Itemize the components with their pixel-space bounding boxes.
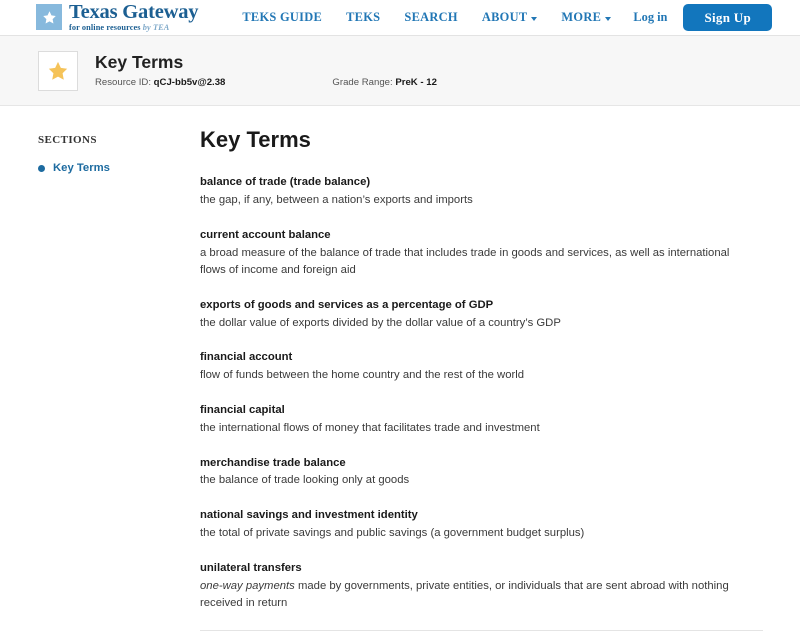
brand-tagline: for online resources by TEA xyxy=(69,23,170,33)
term-definition xyxy=(200,578,745,613)
nav-label: ABOUT xyxy=(481,10,528,24)
resource-star-icon xyxy=(38,51,78,91)
nav-label: SEARCH xyxy=(404,10,458,24)
nav-label: MORE xyxy=(561,10,602,24)
page-body xyxy=(0,106,800,631)
brand-title: Texas Gateway xyxy=(69,1,199,24)
resource-sub-row xyxy=(95,77,437,88)
signup-button[interactable]: Sign Up xyxy=(683,4,772,31)
term-definition-rest: made by governments, private entities, or individuals that are sent abroad with nothing received in return xyxy=(200,579,729,610)
star-icon xyxy=(36,4,62,30)
term-entry xyxy=(200,297,778,333)
resource-meta xyxy=(95,53,437,88)
term-entry xyxy=(200,349,778,385)
term-definition: a broad measure of the balance of trade that includes trade in goods and services, as well as international flows of income and foreign aid xyxy=(200,246,730,277)
bullet-icon xyxy=(38,165,45,172)
chevron-down-icon xyxy=(531,17,537,21)
term-entry xyxy=(200,560,778,613)
term-name: financial account xyxy=(200,351,293,364)
grade-range-label: Grade Range: xyxy=(332,77,393,89)
term-definition: the dollar value of exports divided by the dollar value of a country’s GDP xyxy=(200,316,561,329)
chevron-down-icon xyxy=(605,17,611,21)
term-name: current account balance xyxy=(200,228,331,241)
term-entry xyxy=(200,174,778,210)
nav-item-about[interactable] xyxy=(482,10,538,25)
main-content xyxy=(190,128,800,631)
term-definition: flow of funds between the home country and the rest of the world xyxy=(200,369,525,382)
grade-range xyxy=(332,77,437,88)
brand-logo[interactable] xyxy=(36,2,198,32)
resource-id-value: qCJ-bb5v@2.38 xyxy=(153,77,226,89)
page-title: Key Terms xyxy=(95,51,184,72)
term-entry xyxy=(200,455,778,491)
term-name: balance of trade (trade balance) xyxy=(200,176,371,189)
term-definition-emphasis: one-way payments xyxy=(200,579,295,592)
top-navbar xyxy=(0,0,800,36)
login-link[interactable]: Log in xyxy=(633,10,668,24)
sidebar-item-key-terms[interactable] xyxy=(38,162,190,174)
term-entry xyxy=(200,507,778,543)
primary-nav xyxy=(242,10,611,25)
sidebar-heading: SECTIONS xyxy=(38,134,97,146)
sidebar xyxy=(0,128,190,631)
term-definition: the international flows of money that facilitates trade and investment xyxy=(200,421,540,434)
term-name: unilateral transfers xyxy=(200,561,302,574)
resource-id-label: Resource ID: xyxy=(95,77,151,89)
sidebar-item-label[interactable]: Key Terms xyxy=(53,162,110,174)
account-actions xyxy=(633,4,772,31)
nav-item-teks-guide[interactable] xyxy=(242,10,322,25)
nav-label: TEKS GUIDE xyxy=(242,10,323,24)
term-definition: the total of private savings and public savings (a government budget surplus) xyxy=(200,527,585,540)
term-entry xyxy=(200,227,778,280)
term-name: exports of goods and services as a percentage of GDP xyxy=(200,298,494,311)
content-heading: Key Terms xyxy=(200,127,311,152)
brand-tagline-suffix: by TEA xyxy=(142,23,170,33)
term-name: financial capital xyxy=(200,403,285,416)
term-definition: the balance of trade looking only at goods xyxy=(200,474,410,487)
grade-range-value: PreK - 12 xyxy=(395,77,437,89)
brand-text xyxy=(69,2,198,32)
nav-item-search[interactable] xyxy=(404,10,457,25)
nav-item-more[interactable] xyxy=(561,10,611,25)
term-name: merchandise trade balance xyxy=(200,456,346,469)
nav-item-teks[interactable] xyxy=(346,10,380,25)
term-definition: the gap, if any, between a nation’s exports and imports xyxy=(200,194,473,207)
resource-header xyxy=(0,36,800,106)
term-entry xyxy=(200,402,778,438)
term-name: national savings and investment identity xyxy=(200,509,418,522)
nav-label: TEKS xyxy=(346,10,381,24)
resource-id xyxy=(95,77,225,88)
